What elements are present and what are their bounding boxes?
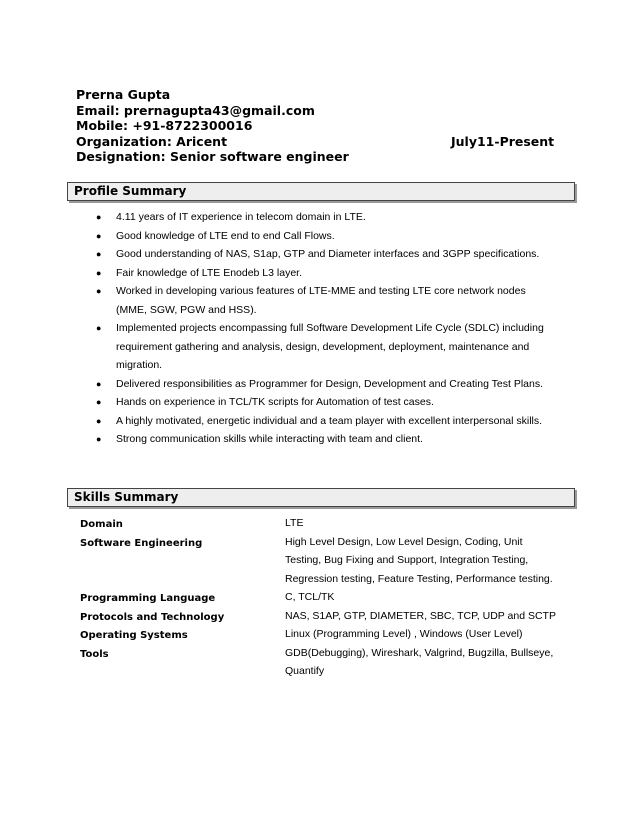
employment-period: July11-Present <box>451 133 555 149</box>
bullet-icon: ● <box>96 212 102 222</box>
candidate-name: Prerna Gupta <box>76 87 171 102</box>
skills-table <box>80 514 560 681</box>
list-item-text: Good knowledge of LTE end to end Call Flows. <box>116 229 335 242</box>
skill-label: Software Engineering <box>80 537 203 549</box>
skill-row-tools <box>80 644 560 681</box>
profile-summary-heading: Profile Summary <box>67 182 575 201</box>
mobile-line: Mobile: +91-8722300016 <box>76 118 253 133</box>
list-item <box>95 393 550 412</box>
bullet-icon: ● <box>96 415 102 426</box>
organization-row <box>76 134 556 150</box>
bullet-icon: ● <box>96 434 102 444</box>
list-item <box>95 430 550 449</box>
list-item <box>95 245 550 264</box>
list-item-text: 4.11 years of IT experience in telecom domain in LTE. <box>116 211 366 223</box>
list-item-text: Hands on experience in TCL/TK scripts for Automation of test cases. <box>116 396 434 408</box>
bullet-icon: ● <box>96 323 102 333</box>
list-item-text: Delivered responsibilities as Programmer for Design, Development and Creating Test Plans. <box>116 377 544 390</box>
list-item-text: A highly motivated, energetic individual and a team player with excellent interpersonal skills. <box>116 414 543 427</box>
skill-row-protocols <box>80 607 560 626</box>
skill-label: Operating Systems <box>80 630 188 641</box>
bullet-icon: ● <box>96 378 102 389</box>
organization-line: Organization: Aricent <box>76 133 228 149</box>
list-item-text: Strong communication skills while interacting with team and client. <box>116 433 423 445</box>
list-item <box>95 375 550 394</box>
skill-label: Programming Language <box>80 593 216 604</box>
skill-value: High Level Design, Low Level Design, Coding, Unit Testing, Bug Fixing and Support, Integration Testing, Regression testing, Feature Testing, Performance testing. <box>285 535 553 585</box>
designation-line: Designation: Senior software engineer <box>76 149 349 164</box>
skills-summary-heading: Skills Summary <box>67 488 575 507</box>
bullet-icon: ● <box>96 249 102 259</box>
bullet-icon: ● <box>96 230 102 241</box>
bullet-icon: ● <box>96 267 102 278</box>
skill-value: NAS, S1AP, GTP, DIAMETER, SBC, TCP, UDP and SCTP <box>285 609 556 622</box>
list-item-text: Good understanding of NAS, S1ap, GTP and Diameter interfaces and 3GPP specifications. <box>116 248 540 260</box>
skill-label: Domain <box>80 519 123 530</box>
bullet-icon: ● <box>96 397 102 407</box>
skill-label: Tools <box>80 648 109 660</box>
skill-row-software-engineering <box>80 533 560 589</box>
skill-value: LTE <box>285 517 304 529</box>
profile-summary-list <box>95 208 550 449</box>
skill-value: Linux (Programming Level) , Windows (User Level) <box>285 628 523 640</box>
resume-header <box>76 87 556 165</box>
list-item-text: Implemented projects encompassing full Software Development Life Cycle (SDLC) including requirement gathering and analysis, design, development, deployment, maintenance and migration. <box>116 322 544 371</box>
list-item <box>95 319 550 375</box>
skill-row-programming-language <box>80 588 560 607</box>
list-item <box>95 264 550 283</box>
skill-label: Protocols and Technology <box>80 611 225 623</box>
list-item-text: Fair knowledge of LTE Enodeb L3 layer. <box>116 266 303 279</box>
email-line: Email: prernagupta43@gmail.com <box>76 102 315 118</box>
skill-value: C, TCL/TK <box>285 591 335 603</box>
list-item <box>95 227 550 246</box>
skill-value: GDB(Debugging), Wireshark, Valgrind, Bugzilla, Bullseye, Quantify <box>285 646 554 677</box>
skill-row-domain <box>80 514 560 533</box>
list-item <box>95 282 550 319</box>
skill-row-operating-systems <box>80 625 560 644</box>
list-item-text: Worked in developing various features of LTE-MME and testing LTE core network nodes (MME, SGW, PGW and HSS). <box>116 285 526 316</box>
bullet-icon: ● <box>96 286 102 296</box>
list-item <box>95 208 550 227</box>
list-item <box>95 412 550 431</box>
